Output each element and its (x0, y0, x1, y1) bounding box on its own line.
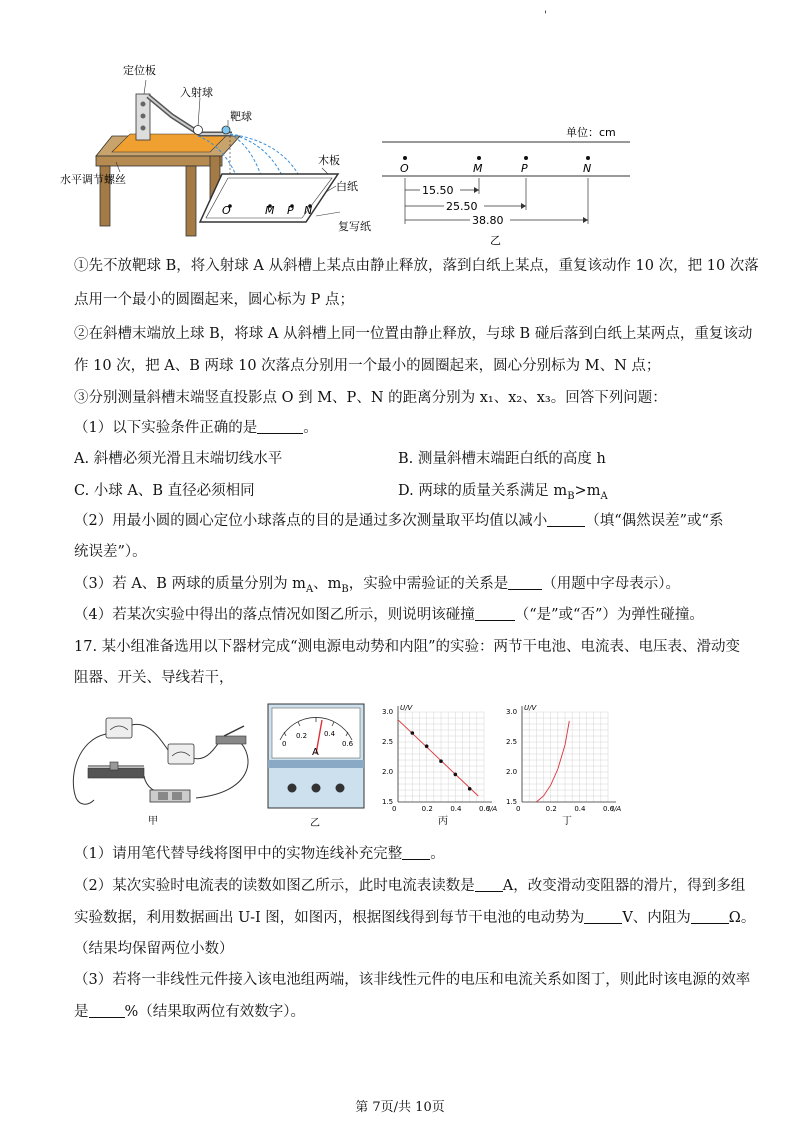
y-tick-label: 2.5 (506, 738, 518, 746)
ammeter-figure (266, 702, 368, 830)
label-N: N (304, 204, 313, 217)
q17-intro-2: 阻器、开关、导线若干， (74, 670, 234, 686)
q16-3-sub-b: B (341, 583, 349, 595)
ammeter-tick-2: 0.4 (324, 730, 336, 738)
ammeter-unit: A (312, 747, 319, 758)
caption-ammeter: 乙 (310, 818, 320, 829)
q17-2-text-a: （2）某次实验时电流表的读数如图乙所示，此时电流表读数是 (74, 878, 475, 894)
q16-2-text: （2）用最小圆的圆心定位小球落点的目的是通过多次测量取平均值以减小 (74, 513, 548, 529)
q17-2-line-3: （结果均保留两位小数） (74, 941, 234, 957)
answer-blank[interactable] (475, 606, 515, 621)
q16-2-line-1 (74, 511, 723, 531)
q17-2-line-1 (74, 876, 745, 896)
x-tick-label: 0 (516, 805, 521, 813)
q17-3-line-1: （3）若将一非线性元件接入该电池组两端，该非线性元件的电压和电流关系如图丁，则此时该电源的效率 (74, 972, 751, 988)
q17-3-end-b: %（结果取两位有效数字）。 (124, 1004, 306, 1020)
q16-3-mid: 、m (313, 576, 342, 592)
point-N: N (583, 162, 592, 175)
step-1-line-1: ①先不放靶球 B，将入射球 A 从斜槽上某点由静止释放，落到白纸上某点，重复该动作 10 次，把 10 次落 (74, 258, 759, 274)
chart-caption: 丁 (562, 816, 572, 827)
option-d (398, 481, 608, 507)
q16-3-sub-a: A (305, 583, 314, 595)
point-O: O (400, 162, 409, 175)
fit-line (398, 720, 478, 796)
label-carbon-paper: 复写纸 (338, 220, 371, 233)
q16-2-line-2: 统误差”）。 (74, 544, 147, 560)
option-d-sub-a: A (600, 490, 608, 502)
q17-2-line-2 (74, 908, 755, 928)
answer-blank[interactable] (402, 845, 430, 860)
y-axis-label: U/V (524, 704, 537, 712)
q17-1-end: 。 (430, 846, 445, 862)
distance-ON: 38.80 (472, 214, 504, 227)
option-b: B. 测量斜槽末端距白纸的高度 h (398, 451, 606, 467)
data-point (425, 744, 429, 748)
y-tick-label: 2.5 (382, 738, 394, 746)
step-3: ③分别测量斜槽末端竖直投影点 O 到 M、P、N 的距离分别为 x₁、x₂、x₃。回答下列问题： (74, 390, 667, 406)
x-tick-label: 0.2 (545, 805, 557, 813)
q17-1 (74, 844, 445, 864)
data-point (439, 759, 443, 763)
x-tick-label: 0.2 (421, 805, 433, 813)
x-tick-label: 0.6 (603, 805, 615, 813)
answer-blank[interactable] (257, 419, 303, 434)
answer-blank[interactable] (691, 909, 729, 924)
y-tick-label: 2.0 (382, 768, 394, 776)
answer-blank[interactable] (584, 909, 622, 924)
q17-1-text: （1）请用笔代替导线将图甲中的实物连线补充完整 (74, 846, 403, 862)
ui-chart-ding (506, 700, 626, 830)
y-tick-label: 3.0 (382, 708, 394, 716)
point-M: M (473, 162, 483, 175)
page-footer: 第 7页/共 10页 (355, 1100, 445, 1115)
answer-blank[interactable] (89, 1003, 125, 1018)
q17-3-text-b: 是 (74, 1004, 89, 1020)
option-c: C. 小球 A、B 直径必须相同 (74, 483, 255, 499)
x-tick-label: 0.4 (574, 805, 586, 813)
distance-OM: 15.50 (422, 184, 454, 197)
answer-blank[interactable] (475, 877, 503, 892)
option-a: A. 斜槽必须光滑且末端切线水平 (74, 451, 283, 467)
label-target-ball: 靶球 (230, 110, 252, 123)
q16-2-end: （填“偶然误差”或“系 (585, 513, 724, 529)
answer-blank[interactable] (508, 575, 542, 590)
label-leveling-screw: 水平调节螺丝 (60, 173, 126, 186)
q17-2-text-b: 实验数据，利用数据画出 U-I 图，如图丙，根据图线得到每节干电池的电动势为 (74, 910, 585, 926)
point-P: P (521, 162, 528, 175)
q17-intro-1: 17. 某小组准备选用以下器材完成“测电源电动势和内阻”的实验：两节干电池、电流表、电压表、滑动变 (74, 639, 740, 655)
q17-3-line-2 (74, 1002, 305, 1022)
q16-1-text: （1）以下实验条件正确的是 (74, 420, 258, 436)
y-tick-label: 3.0 (506, 708, 518, 716)
data-point (411, 731, 415, 735)
q16-3-end: ，实验中需验证的关系是 (348, 576, 509, 592)
option-d-text: D. 两球的质量关系满足 m (398, 483, 568, 499)
y-tick-label: 1.5 (382, 798, 394, 806)
ammeter-tick-0: 0 (282, 740, 287, 748)
q16-3 (74, 574, 680, 600)
y-axis-label: U/V (400, 704, 413, 712)
option-d-sub-b: B (567, 490, 575, 502)
ui-chart-bing (382, 700, 502, 830)
q16-4-text: （4）若某次实验中得出的落点情况如图乙所示，则说明该碰撞 (74, 607, 475, 623)
data-point (468, 787, 472, 791)
q16-4-end: （“是”或“否”）为弹性碰撞。 (514, 607, 704, 623)
unit-label: 单位：cm (566, 126, 616, 139)
q16-3-text: （3）若 A、B 两球的质量分别为 m (74, 576, 306, 592)
x-axis-label: I/A (488, 805, 498, 813)
label-M: M (265, 204, 275, 217)
x-axis-label: I/A (612, 805, 622, 813)
step-2-line-1: ②在斜槽末端放上球 B，将球 A 从斜槽上同一位置由静止释放，与球 B 碰后落到白纸上某两点，重复该动 (74, 326, 753, 342)
q16-4 (74, 605, 704, 625)
q16-1 (74, 418, 318, 438)
label-wood-board: 木板 (318, 154, 340, 167)
step-1-line-2: 点用一个最小的圆圈起来，圆心标为 P 点； (74, 292, 354, 308)
caption-yi: 乙 (490, 234, 501, 247)
ammeter-tick-1: 0.2 (296, 732, 308, 740)
x-tick-label: 0 (392, 805, 397, 813)
label-O: O (222, 204, 231, 217)
option-d-mid: >m (574, 483, 601, 499)
data-point (454, 773, 458, 777)
label-P: P (287, 204, 294, 217)
label-incident-ball: 入射球 (180, 86, 213, 99)
q16-3-end2: （用题中字母表示）。 (542, 576, 681, 592)
chart-caption: 丙 (438, 816, 448, 827)
apparatus-figure (60, 56, 390, 256)
label-white-paper: 白纸 (336, 180, 358, 193)
label-positioning-plate: 定位板 (123, 64, 156, 77)
caption-circuit: 甲 (148, 816, 158, 827)
q17-2-mid-a: A，改变滑动变阻器的滑片，得到多组 (502, 878, 746, 894)
circuit-figure (66, 706, 262, 830)
top-mark: ' (544, 10, 547, 21)
q16-1-end: 。 (303, 420, 318, 436)
q17-2-end-b: Ω。 (728, 910, 756, 926)
x-tick-label: 0.4 (450, 805, 462, 813)
y-tick-label: 2.0 (506, 768, 518, 776)
distance-figure (380, 120, 640, 250)
step-2-line-2: 作 10 次，把 A、B 两球 10 次落点分别用一个最小的圆圈起来，圆心分别标为 M、N 点； (74, 358, 661, 374)
ammeter-tick-3: 0.6 (342, 740, 354, 748)
y-tick-label: 1.5 (506, 798, 518, 806)
x-tick-label: 0.6 (479, 805, 491, 813)
answer-blank[interactable] (547, 512, 585, 527)
q17-2-mid-b: V、内阻为 (622, 910, 691, 926)
distance-OP: 25.50 (446, 200, 478, 213)
